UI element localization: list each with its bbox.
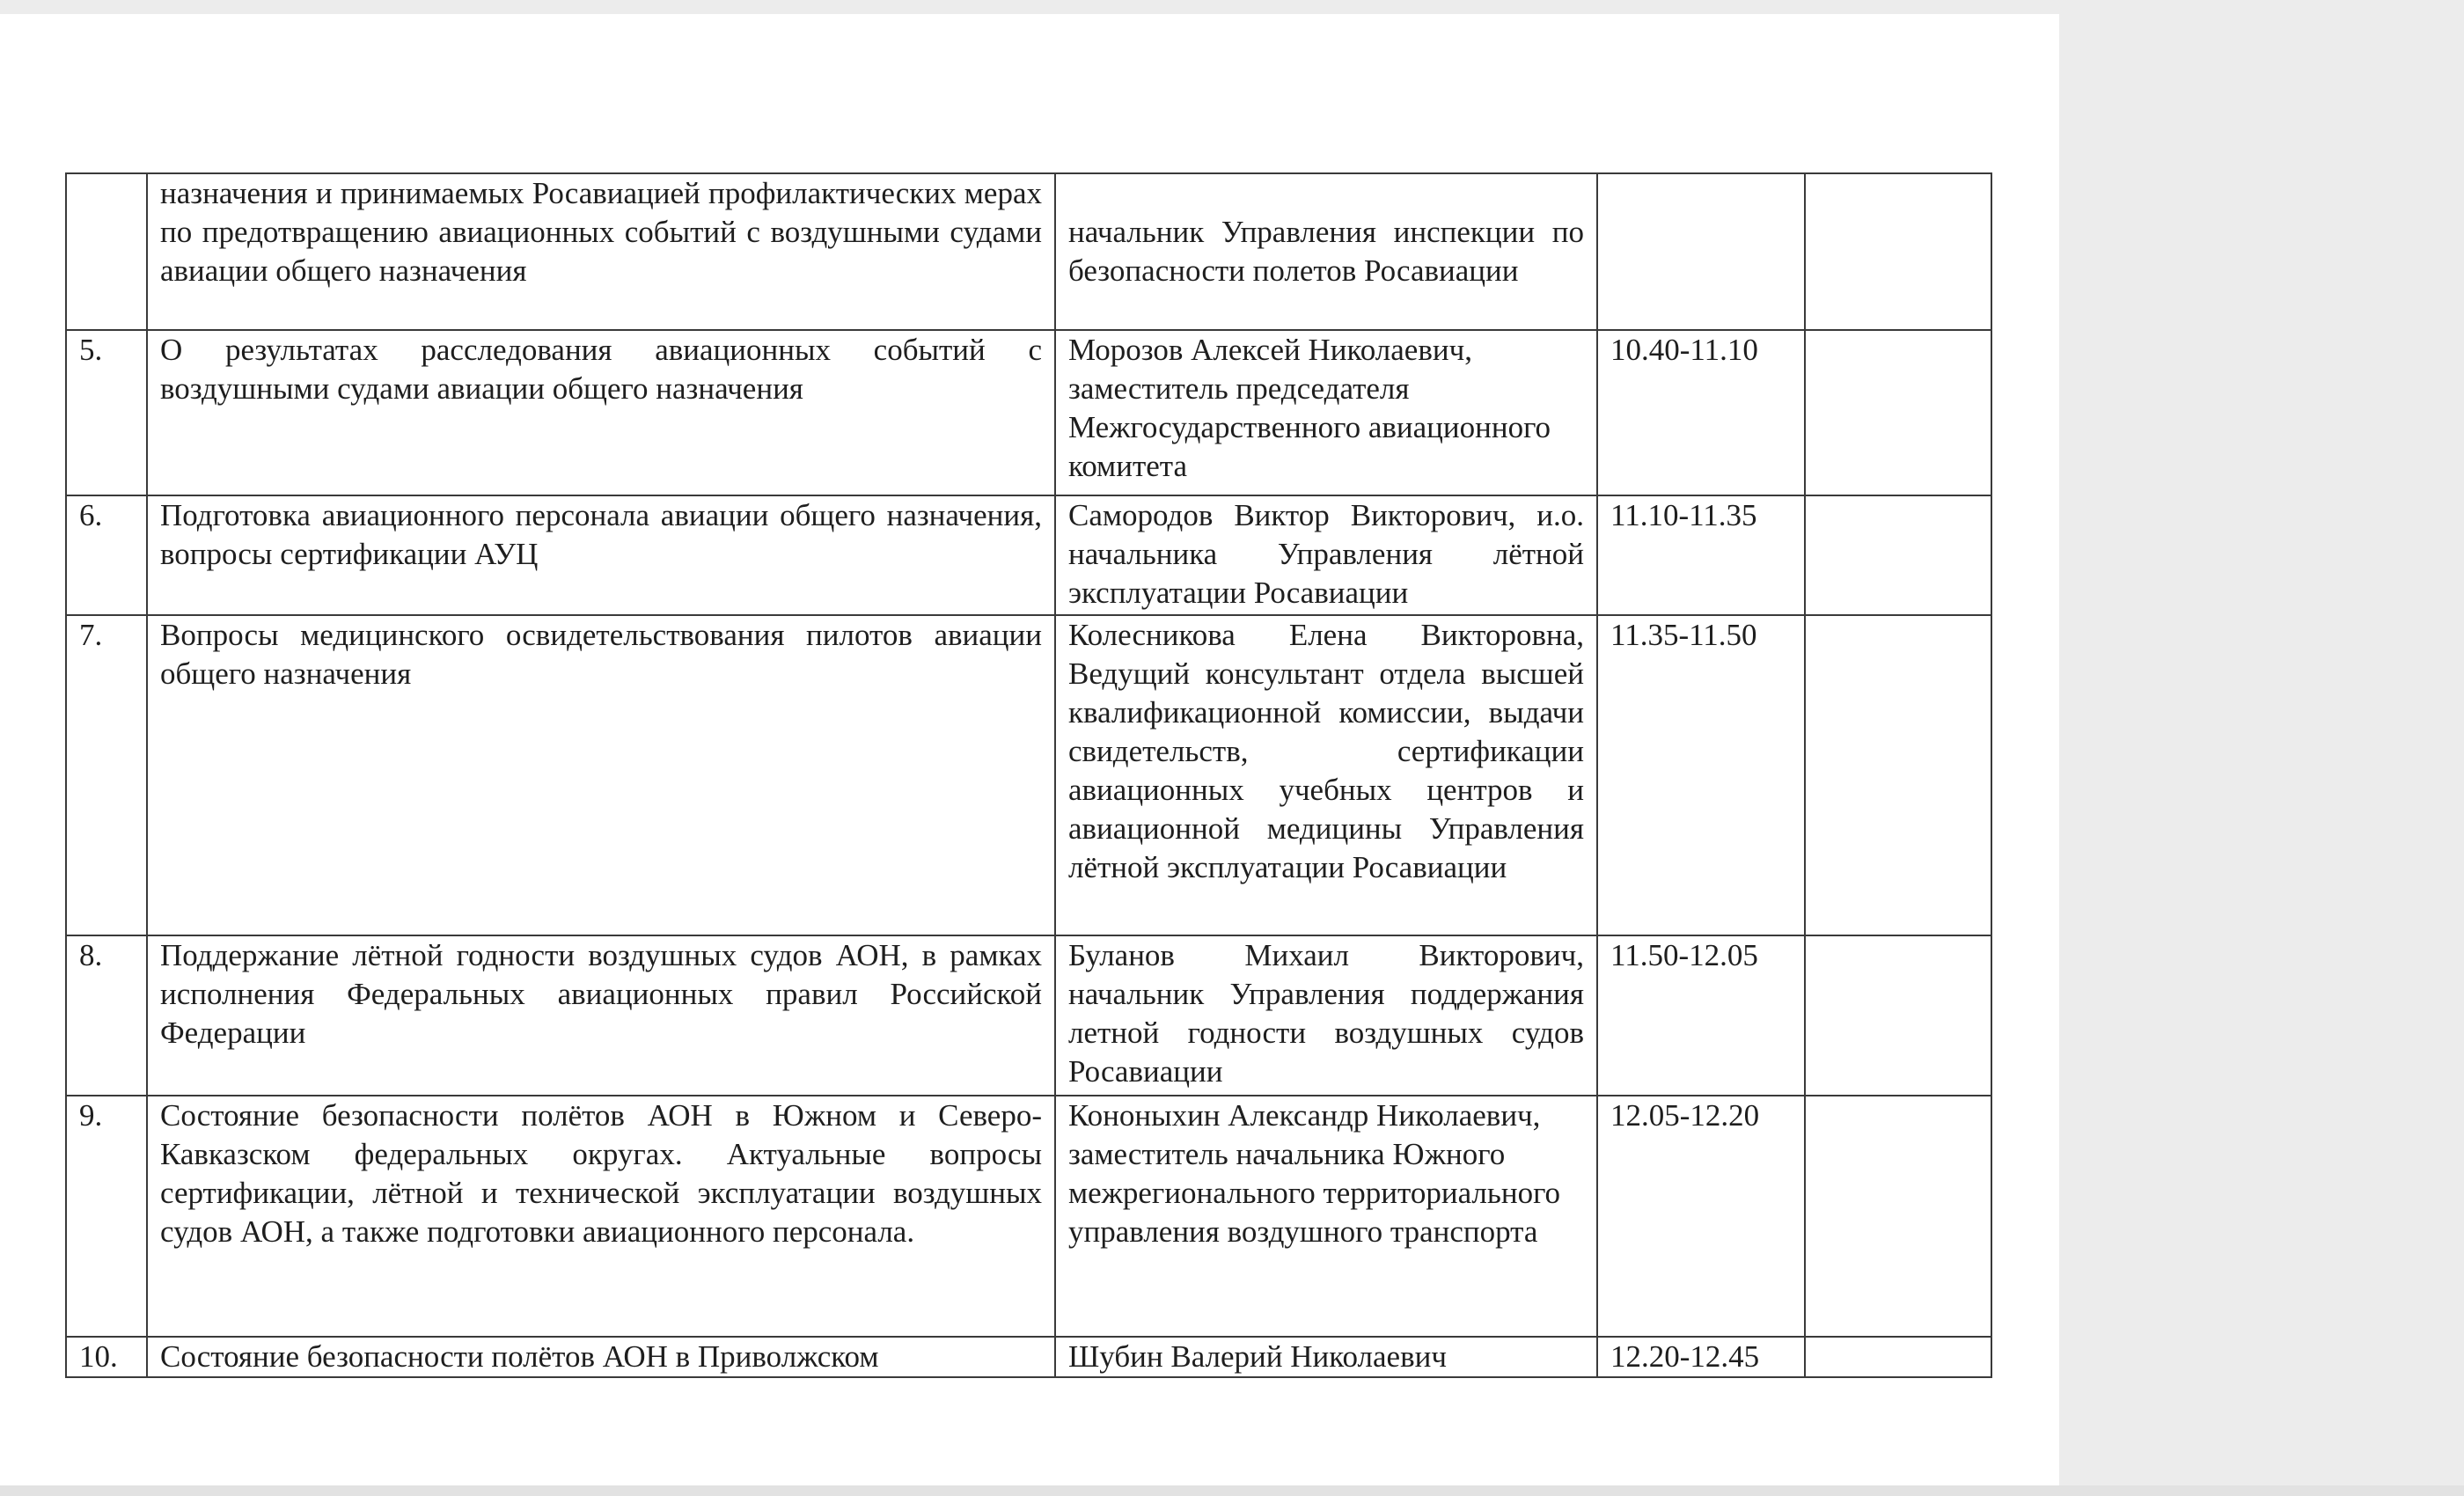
- row-topic: Вопросы медицинского освидетельствования пилотов авиации общего назначения: [147, 615, 1055, 935]
- row-time: 10.40-11.10: [1597, 330, 1805, 495]
- row-notes: [1805, 330, 1991, 495]
- table-row: [66, 1096, 1991, 1337]
- row-time: 11.35-11.50: [1597, 615, 1805, 935]
- row-number: 7.: [66, 615, 147, 935]
- row-topic: О результатах расследования авиационных событий с воздушными судами авиации общего назначения: [147, 330, 1055, 495]
- row-topic: Поддержание лётной годности воздушных судов АОН, в рамках исполнения Федеральных авиационных правил Российской Федерации: [147, 935, 1055, 1096]
- row-topic: назначения и принимаемых Росавиацией профилактических мерах по предотвращению авиационных событий с воздушными судами авиации общего назначения: [147, 173, 1055, 330]
- agenda-table: [65, 172, 1992, 1378]
- row-topic: Состояние безопасности полётов АОН в Южном и Северо-Кавказском федеральных округах. Актуальные вопросы сертификации, лётной и технической эксплуатации воздушных судов АОН, а также подготовки авиационного персонала.: [147, 1096, 1055, 1337]
- table-row: [66, 615, 1991, 935]
- table-row: [66, 935, 1991, 1096]
- row-notes: [1805, 615, 1991, 935]
- scanned-page: [0, 14, 2059, 1496]
- row-number: [66, 173, 147, 330]
- row-speaker: Самородов Виктор Викторович, и.о. начальника Управления лётной эксплуатации Росавиации: [1055, 495, 1597, 615]
- row-speaker: Колесникова Елена Викторовна, Ведущий консультант отдела высшей квалификационной комиссии, выдачи свидетельств, сертификации авиационных учебных центров и авиационной медицины Управления лётной эксплуатации Росавиации: [1055, 615, 1597, 935]
- row-time: [1597, 173, 1805, 330]
- row-notes: [1805, 173, 1991, 330]
- row-topic: Подготовка авиационного персонала авиации общего назначения, вопросы сертификации АУЦ: [147, 495, 1055, 615]
- row-number: 10.: [66, 1337, 147, 1377]
- table-row: [66, 1337, 1991, 1377]
- row-notes: [1805, 1096, 1991, 1337]
- table-row: [66, 495, 1991, 615]
- row-speaker: Буланов Михаил Викторович, начальник Управления поддержания летной годности воздушных судов Росавиации: [1055, 935, 1597, 1096]
- row-topic: Состояние безопасности полётов АОН в Приволжском: [147, 1337, 1055, 1377]
- row-notes: [1805, 1337, 1991, 1377]
- row-number: 6.: [66, 495, 147, 615]
- row-speaker: Кононыхин Александр Николаевич, заместитель начальника Южного межрегионального территориального управления воздушного транспорта: [1055, 1096, 1597, 1337]
- scan-margin: [0, 1485, 2464, 1496]
- row-notes: [1805, 495, 1991, 615]
- row-number: 5.: [66, 330, 147, 495]
- row-time: 12.05-12.20: [1597, 1096, 1805, 1337]
- row-speaker: начальник Управления инспекции по безопасности полетов Росавиации: [1055, 173, 1597, 330]
- table-row: [66, 330, 1991, 495]
- row-time: 11.50-12.05: [1597, 935, 1805, 1096]
- row-time: 11.10-11.35: [1597, 495, 1805, 615]
- table-row: [66, 173, 1991, 330]
- row-notes: [1805, 935, 1991, 1096]
- row-number: 9.: [66, 1096, 147, 1337]
- row-number: 8.: [66, 935, 147, 1096]
- row-speaker: Шубин Валерий Николаевич: [1055, 1337, 1597, 1377]
- row-time: 12.20-12.45: [1597, 1337, 1805, 1377]
- row-speaker: Морозов Алексей Николаевич, заместитель председателя Межгосударственного авиационного комитета: [1055, 330, 1597, 495]
